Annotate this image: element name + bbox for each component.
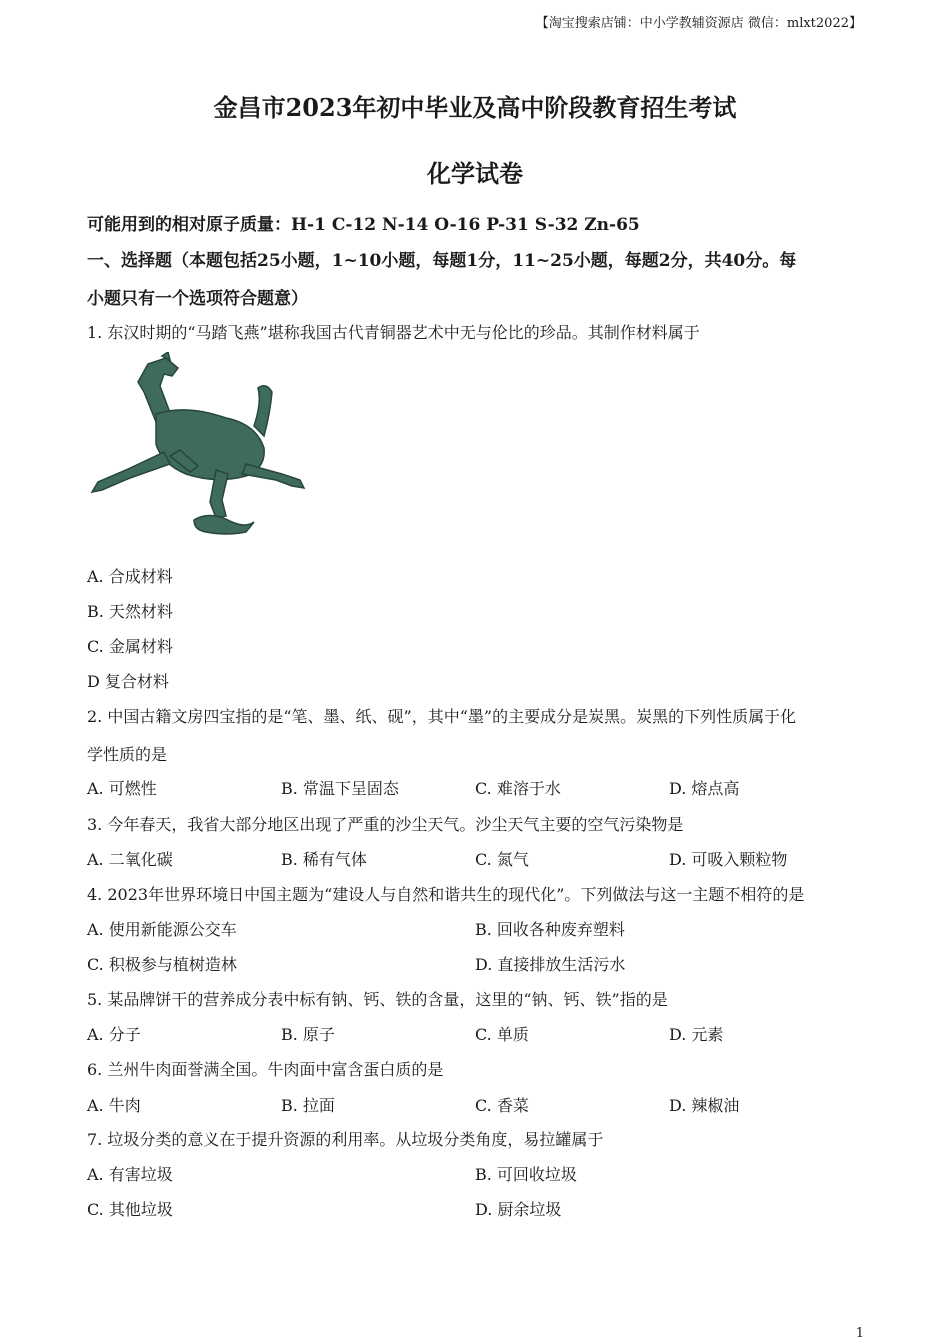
question-3-option-c: C. 氮气 [475, 850, 529, 869]
question-2-option-d: D. 熔点高 [669, 779, 740, 798]
question-1-option-a: A. 合成材料 [87, 567, 173, 586]
exam-title: 金昌市2023年初中毕业及高中阶段教育招生考试 [213, 93, 737, 122]
question-2-stem-line1: 2. 中国古籍文房四宝指的是“笔、墨、纸、砚”，其中“墨”的主要成分是炭黑。炭黑的下列性质属于化 [87, 707, 797, 726]
question-7-option-d: D. 厨余垃圾 [475, 1200, 562, 1219]
question-4-option-a: A. 使用新能源公交车 [87, 920, 237, 939]
question-6-option-a: A. 牛肉 [87, 1096, 141, 1115]
question-5-option-a: A. 分子 [87, 1025, 141, 1044]
question-6-option-d: D. 辣椒油 [669, 1096, 740, 1115]
question-1-option-d: D 复合材料 [87, 672, 169, 691]
question-1-option-b: B. 天然材料 [87, 602, 173, 621]
question-4-option-b: B. 回收各种废弃塑料 [475, 920, 625, 939]
exam-subtitle: 化学试卷 [427, 159, 523, 188]
header-note: 【淘宝搜索店铺：中小学教辅资源店 微信：mlxt2022】 [535, 16, 862, 31]
question-3-option-d: D. 可吸入颗粒物 [669, 850, 788, 869]
question-1-stem: 1. 东汉时期的“马踏飞燕”堪称我国古代青铜器艺术中无与伦比的珍品。其制作材料属于 [87, 323, 700, 342]
question-4-option-c: C. 积极参与植树造林 [87, 955, 237, 974]
question-5-option-b: B. 原子 [281, 1025, 335, 1044]
question-6-option-c: C. 香菜 [475, 1096, 529, 1115]
question-7-stem: 7. 垃圾分类的意义在于提升资源的利用率。从垃圾分类角度，易拉罐属于 [87, 1130, 604, 1149]
question-7-option-b: B. 可回收垃圾 [475, 1165, 577, 1184]
question-4-option-d: D. 直接排放生活污水 [475, 955, 626, 974]
question-7-option-c: C. 其他垃圾 [87, 1200, 173, 1219]
question-1-option-c: C. 金属材料 [87, 637, 173, 656]
page-number: 1 [855, 1326, 864, 1341]
bronze-horse-image [86, 352, 312, 542]
question-7-option-a: A. 有害垃圾 [87, 1165, 173, 1184]
question-2-option-c: C. 难溶于水 [475, 779, 561, 798]
question-5-option-c: C. 单质 [475, 1025, 529, 1044]
question-2-option-b: B. 常温下呈固态 [281, 779, 399, 798]
question-3-option-a: A. 二氧化碳 [87, 850, 173, 869]
question-6-stem: 6. 兰州牛肉面誉满全国。牛肉面中富含蛋白质的是 [87, 1060, 444, 1079]
question-3-option-b: B. 稀有气体 [281, 850, 367, 869]
section-heading-line1: 一、选择题（本题包括25小题，1~10小题，每题1分，11~25小题，每题2分，共40分。每 [87, 251, 797, 271]
atomic-masses: 可能用到的相对原子质量：H-1 C-12 N-14 O-16 P-31 S-32 Zn-65 [87, 215, 640, 235]
section-heading-line2: 小题只有一个选项符合题意） [87, 289, 308, 309]
question-6-option-b: B. 拉面 [281, 1096, 335, 1115]
question-4-stem: 4. 2023年世界环境日中国主题为“建设人与自然和谐共生的现代化”。下列做法与这一主题不相符的是 [87, 885, 805, 904]
question-3-stem: 3. 今年春天，我省大部分地区出现了严重的沙尘天气。沙尘天气主要的空气污染物是 [87, 815, 684, 834]
question-2-stem-line2: 学性质的是 [87, 745, 168, 764]
question-2-option-a: A. 可燃性 [87, 779, 157, 798]
question-5-stem: 5. 某品牌饼干的营养成分表中标有钠、钙、铁的含量，这里的“钠、钙、铁”指的是 [87, 990, 668, 1009]
question-5-option-d: D. 元素 [669, 1025, 724, 1044]
